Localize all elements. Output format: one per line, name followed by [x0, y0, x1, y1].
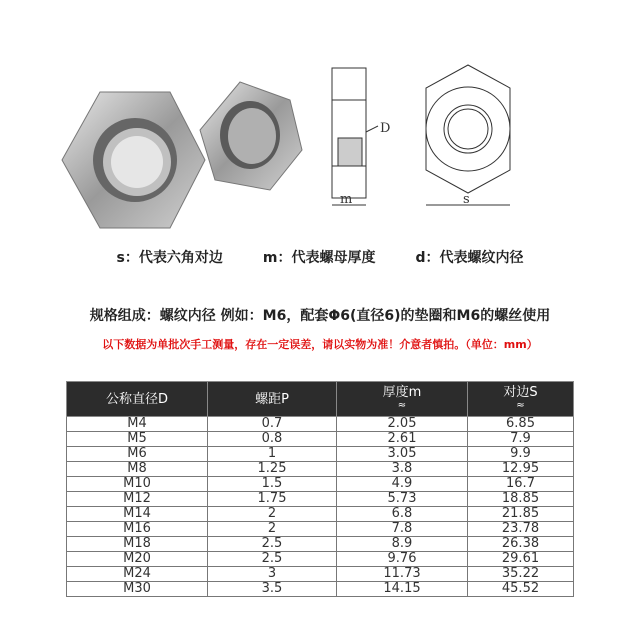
table-cell: 2.61 [337, 432, 468, 447]
table-cell: 9.76 [337, 552, 468, 567]
table-row [67, 477, 574, 492]
table-cell: 14.15 [337, 582, 468, 597]
table-row [67, 432, 574, 447]
table-cell: M18 [67, 537, 208, 552]
table-cell: 11.73 [337, 567, 468, 582]
measurement-note: 以下数据为单批次手工测量，存在一定误差，请以实物为准！介意者慎拍。（单位：mm） [102, 338, 538, 351]
table-cell: M5 [67, 432, 208, 447]
diagram-s-label: s [463, 192, 470, 207]
table-cell: 1.25 [208, 462, 337, 477]
table-cell: 6.85 [468, 417, 574, 432]
table-row [67, 417, 574, 432]
table-cell: 8.9 [337, 537, 468, 552]
table-cell: 18.85 [468, 492, 574, 507]
hex-nuts-photo [40, 70, 310, 240]
size-table [66, 381, 574, 597]
table-cell: 2.5 [208, 537, 337, 552]
table-cell: 3 [208, 567, 337, 582]
legend-d: d：代表螺纹内径 [415, 250, 524, 266]
table-row [67, 567, 574, 582]
table-cell: M30 [67, 582, 208, 597]
table-cell: 5.73 [337, 492, 468, 507]
table-cell: 3.05 [337, 447, 468, 462]
table-cell: 23.78 [468, 522, 574, 537]
table-cell: 1 [208, 447, 337, 462]
table-row [67, 522, 574, 537]
table-cell: 16.7 [468, 477, 574, 492]
table-row [67, 507, 574, 522]
table-cell: 26.38 [468, 537, 574, 552]
header-diameter: 公称直径D [67, 382, 208, 417]
diagram-m-label: m [340, 192, 353, 207]
table-cell: 3.5 [208, 582, 337, 597]
table-row [67, 492, 574, 507]
table-cell: 0.8 [208, 432, 337, 447]
spec-description: 规格组成：螺纹内径 例如：M6，配套Φ6(直径6)的垫圈和M6的螺丝使用 [89, 308, 551, 324]
table-cell: 21.85 [468, 507, 574, 522]
table-cell: 2 [208, 522, 337, 537]
table-cell: 12.95 [468, 462, 574, 477]
table-cell: 7.9 [468, 432, 574, 447]
table-row [67, 552, 574, 567]
table-cell: 2.05 [337, 417, 468, 432]
table-row [67, 537, 574, 552]
table-cell: 1.75 [208, 492, 337, 507]
table-cell: 4.9 [337, 477, 468, 492]
table-cell: M14 [67, 507, 208, 522]
table-cell: 0.7 [208, 417, 337, 432]
table-cell: 3.8 [337, 462, 468, 477]
table-cell: M4 [67, 417, 208, 432]
table-cell: 35.22 [468, 567, 574, 582]
legend-m: m：代表螺母厚度 [262, 250, 376, 266]
table-cell: M24 [67, 567, 208, 582]
table-cell: 2.5 [208, 552, 337, 567]
table-cell: M8 [67, 462, 208, 477]
table-row [67, 462, 574, 477]
technical-drawing [320, 60, 530, 215]
table-cell: 45.52 [468, 582, 574, 597]
table-cell: M12 [67, 492, 208, 507]
table-cell: 29.61 [468, 552, 574, 567]
header-pitch: 螺距P [208, 382, 337, 417]
table-cell: 9.9 [468, 447, 574, 462]
table-cell: M10 [67, 477, 208, 492]
legend-s: s：代表六角对边 [116, 250, 223, 266]
table-cell: M20 [67, 552, 208, 567]
table-cell: 1.5 [208, 477, 337, 492]
dimension-legend [0, 247, 640, 267]
table-cell: M16 [67, 522, 208, 537]
table-cell: 2 [208, 507, 337, 522]
table-row [67, 582, 574, 597]
table-cell: 7.8 [337, 522, 468, 537]
header-thickness: 厚度m ≈ [337, 382, 468, 417]
table-row [67, 447, 574, 462]
table-cell: 6.8 [337, 507, 468, 522]
table-cell: M6 [67, 447, 208, 462]
header-width-across-flats: 对边S ≈ [468, 382, 574, 417]
diagram-d-label: D [380, 121, 391, 136]
